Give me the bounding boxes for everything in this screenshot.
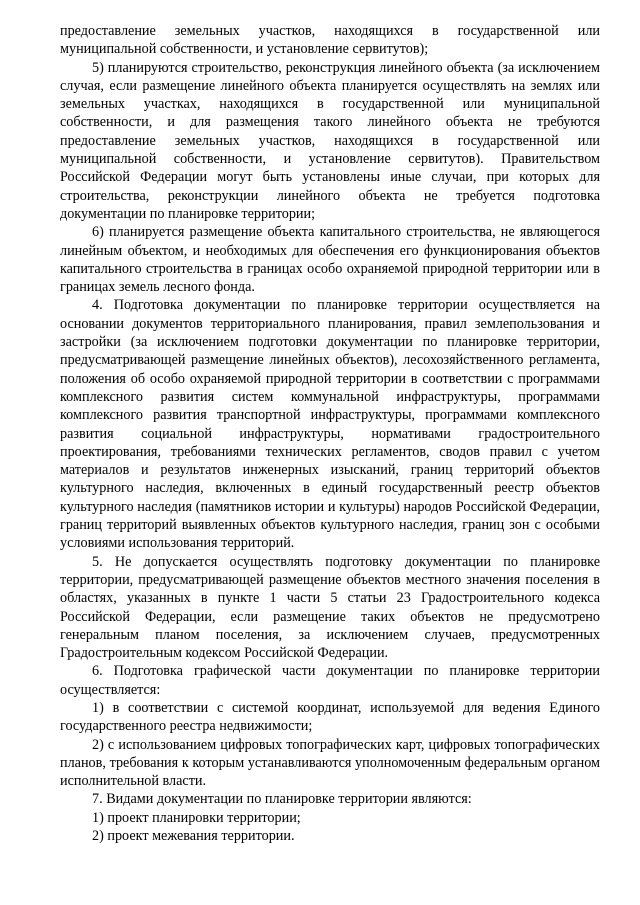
paragraph-section-4: 4. Подготовка документации по планировке территории осуществляется на основании документов территориального планирования, правил землепользования и застройки (за исключением подготовки документации по планировке территории, предусматривающей размещение линейных объектов), лесохозяйственного регламента, положения об особо охраняемой природной территории в соответствии с программами комплексного развития систем коммунальной инфраструктуры, программами комплексного развития транспортной инфраструктуры, программами комплексного развития социальной инфраструктуры, нормативами градостроительного проектирования, требованиями технических регламентов, сводов правил с учетом материалов и результатов инженерных изысканий, границ территорий объектов культурного наследия, включенных в единый государственный реестр объектов культурного наследия (памятников истории и культуры) народов Российской Федерации, границ территорий выявленных объектов культурного наследия, границ зон с особыми условиями использования территорий. xyxy=(60,297,600,552)
paragraph-item-6: 6) планируется размещение объекта капитального строительства, не являющегося линейным объектом, и необходимых для обеспечения его функционирования объектов капитального строительства в границах особо охраняемой природной территории или в границах земель лесного фонда. xyxy=(60,224,600,296)
paragraph-section-6-item-2: 2) с использованием цифровых топографических карт, цифровых топографических планов, требования к которым устанавливаются уполномоченным федеральным органом исполнительной власти. xyxy=(60,736,600,790)
paragraph-section-7: 7. Видами документации по планировке территории являются: xyxy=(92,791,472,808)
paragraph-section-5: 5. Не допускается осуществлять подготовку документации по планировке территории, предусматривающей размещение объектов местного значения поселения в областях, указанных в пункте 1 части 5 статьи 23 Градостроительного кодекса Российской Федерации, если размещение таких объектов не предусмотрено генеральным планом поселения, за исключением случаев, предусмотренных Градостроительным кодексом Российской Федерации. xyxy=(60,553,600,662)
paragraph-section-6: 6. Подготовка графической части документации по планировке территории осуществляется: xyxy=(60,663,600,698)
paragraph-continuation: предоставление земельных участков, находящихся в государственной или муниципальной собственности, и установление сервитутов); xyxy=(60,23,600,58)
paragraph-section-7-item-2: 2) проект межевания территории. xyxy=(92,828,295,845)
paragraph-section-7-item-1: 1) проект планировки территории; xyxy=(92,809,301,826)
paragraph-item-5: 5) планируются строительство, реконструкция линейного объекта (за исключением случая, если размещение линейного объекта планируется осуществлять на землях или земельных участках, находящихся в государственной или муниципальной собственности, и для размещения такого линейного объекта не требуются предоставление земельных участков, находящихся в государственной или муниципальной собственности, и установление сервитутов). Правительством Российской Федерации могут быть установлены иные случаи, при которых для строительства, реконструкции линейного объекта не требуется подготовка документации по планировке территории; xyxy=(60,59,600,222)
paragraph-section-6-item-1: 1) в соответствии с системой координат, используемой для ведения Единого государственного реестра недвижимости; xyxy=(60,699,600,735)
document-page xyxy=(60,22,600,845)
